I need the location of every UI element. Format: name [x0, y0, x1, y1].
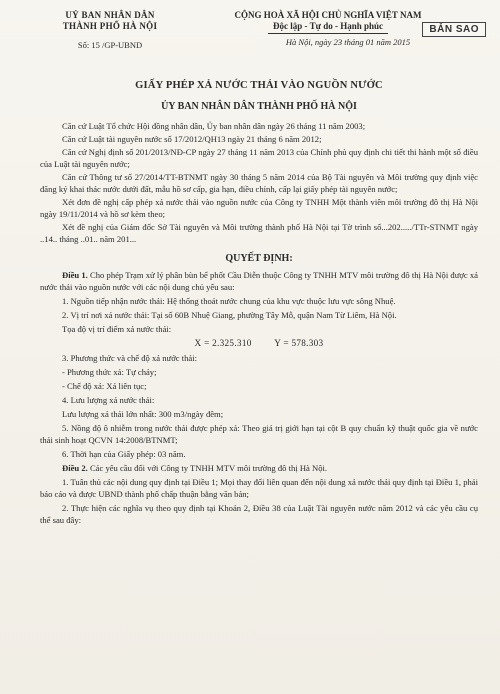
coord-y: Y = 578.303	[274, 338, 324, 348]
article-1-item: 1. Nguồn tiếp nhận nước thải: Hệ thống thoát nước chung của khu vực thuộc lưu vực sông Nhuệ.	[62, 296, 396, 306]
basis-item: Xét đơn đề nghị cấp phép xả nước thải vào nguồn nước của Công ty TNHH Một thành viên môi trường đô thị Hà Nội ngày 19/11/2014 và hồ sơ kèm theo;	[40, 197, 478, 219]
org-line2: THÀNH PHỐ HÀ NỘI	[62, 21, 158, 31]
article-2	[40, 462, 478, 474]
article-1-label: Điều 1.	[62, 270, 88, 280]
article-2-text: Các yêu cầu đối với Công ty TNHH MTV môi trường đô thị Hà Nội.	[89, 463, 328, 473]
national-motto: Độc lập - Tự do - Hạnh phúc	[272, 21, 383, 31]
article-2-label: Điều 2.	[62, 463, 88, 473]
article-2-item: 2. Thực hiện các nghĩa vụ theo quy định tại Khoản 2, Điều 38 của Luật Tài nguyên nước năm 2012 và các yêu cầu cụ thể sau đây:	[40, 503, 478, 525]
org-line1: UỶ BAN NHÂN DÂN	[65, 10, 155, 20]
document-title: GIẤY PHÉP XẢ NƯỚC THẢI VÀO NGUỒN NƯỚC	[135, 80, 383, 91]
document-number: Số: 15 /GP-UBND	[77, 40, 143, 50]
basis-item: Xét đề nghị của Giám đốc Sở Tài nguyên và Môi trường thành phố Hà Nội tại Tờ trình số...202...../TTr-STNMT ngày ..14.. tháng ..01.. năm 201...	[40, 222, 478, 244]
basis-item: Căn cứ Luật tài nguyên nước số 17/2012/QH13 ngày 21 tháng 6 năm 2012;	[62, 134, 322, 144]
copy-stamp: BẢN SAO	[422, 22, 486, 37]
place-date: Hà Nội, ngày 23 tháng 01 năm 2015	[285, 37, 411, 47]
decision-body	[40, 269, 478, 526]
legal-basis	[40, 120, 478, 245]
article-1-item: - Chế độ xả: Xả liên tục;	[62, 381, 147, 391]
issuing-authority-heading: ỦY BAN NHÂN DÂN THÀNH PHỐ HÀ NỘI	[161, 101, 357, 112]
article-1	[40, 269, 478, 293]
article-1-item: 4. Lưu lượng xả nước thải:	[62, 395, 155, 405]
article-1-text: Cho phép Trạm xử lý phân bùn bể phốt Cầu Diễn thuộc Công ty TNHH MTV môi trường đô thị Hà Nội được xả nước thải vào nguồn nước với các nội dung chủ yếu sau:	[40, 270, 479, 292]
issuing-authority-block	[40, 10, 180, 51]
coord-x: X = 2.325.310	[194, 338, 252, 348]
national-header-block	[208, 10, 448, 48]
nation-name: CỘNG HOÀ XÃ HỘI CHỦ NGHĨA VIỆT NAM	[234, 10, 422, 20]
document-header	[40, 10, 478, 72]
article-1-item: 3. Phương thức và chế độ xả nước thải:	[62, 353, 197, 363]
article-2-item: 1. Tuân thủ các nội dung quy định tại Điều 1; Mọi thay đổi liên quan đến nội dung xả nước thải quy định tại Điều 1, phải báo cáo và được UBND thành phố chấp thuận bằng văn bản;	[40, 477, 478, 499]
motto-underline	[268, 33, 388, 34]
basis-item: Căn cứ Luật Tổ chức Hội đồng nhân dân, Ủy ban nhân dân ngày 26 tháng 11 năm 2003;	[62, 121, 366, 131]
discharge-coordinates	[40, 338, 478, 348]
basis-item: Căn cứ Thông tư số 27/2014/TT-BTNMT ngày 30 tháng 5 năm 2014 của Bộ Tài nguyên và Môi trường quy định việc đăng ký khai thác nước dưới đất, mẫu hồ sơ cấp, gia hạn, điều chỉnh, cấp lại giấy phép tài nguyên nước;	[40, 172, 478, 194]
basis-item: Căn cứ Nghị định số 201/2013/NĐ-CP ngày 27 tháng 11 năm 2013 của Chính phủ quy định chi tiết thi hành một số điều của Luật tài nguyên nước;	[40, 147, 478, 169]
article-1-item: Tọa độ vị trí điểm xả nước thải:	[62, 324, 172, 334]
article-1-item: 6. Thời hạn của Giấy phép: 03 năm.	[62, 449, 186, 459]
article-1-item: Lưu lượng xả thải lớn nhất: 300 m3/ngày đêm;	[62, 409, 224, 419]
article-1-item: 5. Nồng độ ô nhiễm trong nước thải được phép xả: Theo giá trị giới hạn tại cột B quy chuẩn kỹ thuật quốc gia về nước thải sinh hoạt QCVN 14:2008/BTNMT;	[40, 423, 478, 445]
article-1-item: - Phương thức xả: Tự chảy;	[62, 367, 157, 377]
article-1-item: 2. Vị trí nơi xả nước thải: Tại số 60B Nhuệ Giang, phường Tây Mỗ, quận Nam Từ Liêm, Hà Nội.	[62, 310, 397, 320]
decision-heading: QUYẾT ĐỊNH:	[225, 253, 293, 264]
